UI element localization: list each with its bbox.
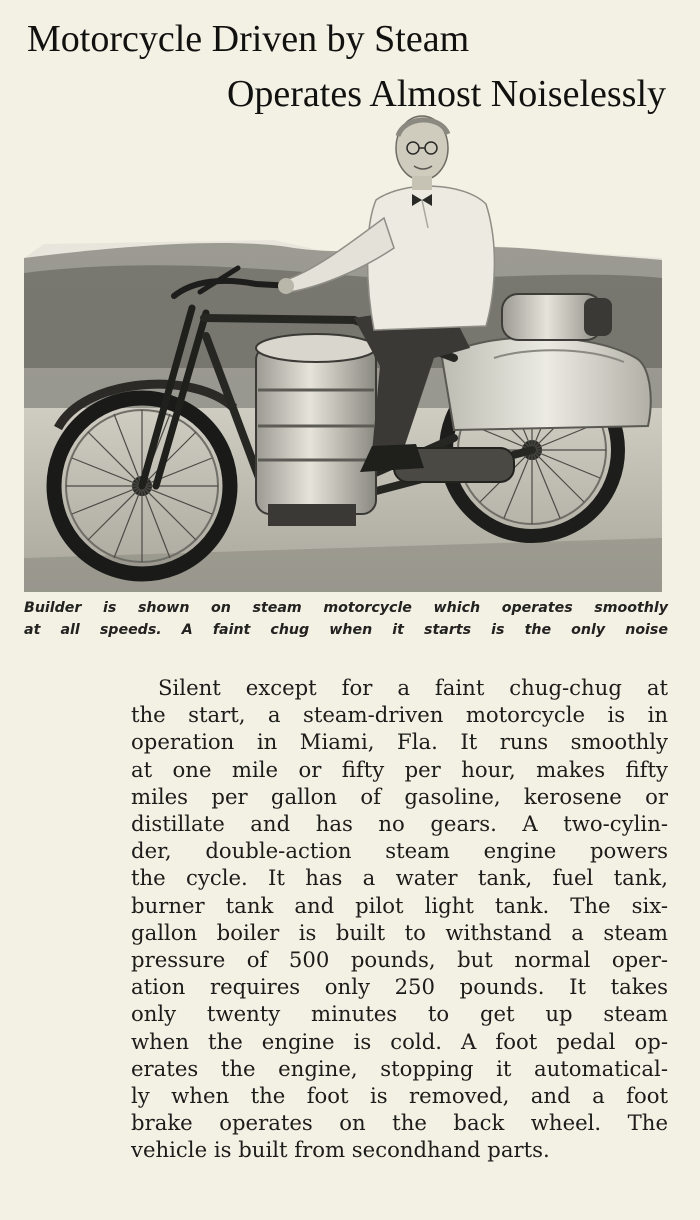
body-line: the cycle. It has a water tank, fuel tank, — [131, 865, 668, 891]
headline-line-1: Motorcycle Driven by Steam — [27, 18, 470, 60]
caption-line: Builder is shown on steam motorcycle which operates smoothly — [24, 600, 668, 616]
motorcycle-photo — [24, 108, 662, 592]
body-line: operation in Miami, Fla. It runs smoothly — [131, 729, 668, 755]
body-line: only twenty minutes to get up steam — [131, 1001, 668, 1027]
body-line: pressure of 500 pounds, but normal oper- — [131, 947, 668, 973]
body-line: vehicle is built from secondhand parts. — [131, 1137, 550, 1163]
headline-line-2: Operates Almost Noiselessly — [226, 73, 666, 115]
body-line: miles per gallon of gasoline, kerosene or — [131, 783, 668, 809]
body-line: Silent except for a faint chug-chug at — [158, 675, 668, 700]
body-line: brake operates on the back wheel. The — [131, 1110, 668, 1136]
body-line: ly when the foot is removed, and a foot — [131, 1083, 668, 1109]
body-line: der, double-action steam engine powers — [131, 838, 668, 864]
body-line: the start, a steam-driven motorcycle is in — [131, 702, 668, 728]
caption-line: at all speeds. A faint chug when it starts is the only noise — [24, 622, 668, 638]
motorcycle-photo-illustration — [24, 108, 662, 592]
body-line: ation requires only 250 pounds. It takes — [131, 974, 668, 1000]
body-line: when the engine is cold. A foot pedal op- — [131, 1028, 668, 1054]
body-line: burner tank and pilot light tank. The six- — [131, 892, 668, 918]
body-line: at one mile or fifty per hour, makes fifty — [131, 756, 668, 782]
headline — [0, 8, 700, 118]
photo-caption — [24, 597, 668, 641]
body-line: distillate and has no gears. A two-cylin- — [131, 811, 668, 837]
article-body — [131, 674, 668, 1164]
body-line: gallon boiler is built to withstand a steam — [131, 919, 668, 945]
body-line: erates the engine, stopping it automatical- — [131, 1055, 668, 1081]
